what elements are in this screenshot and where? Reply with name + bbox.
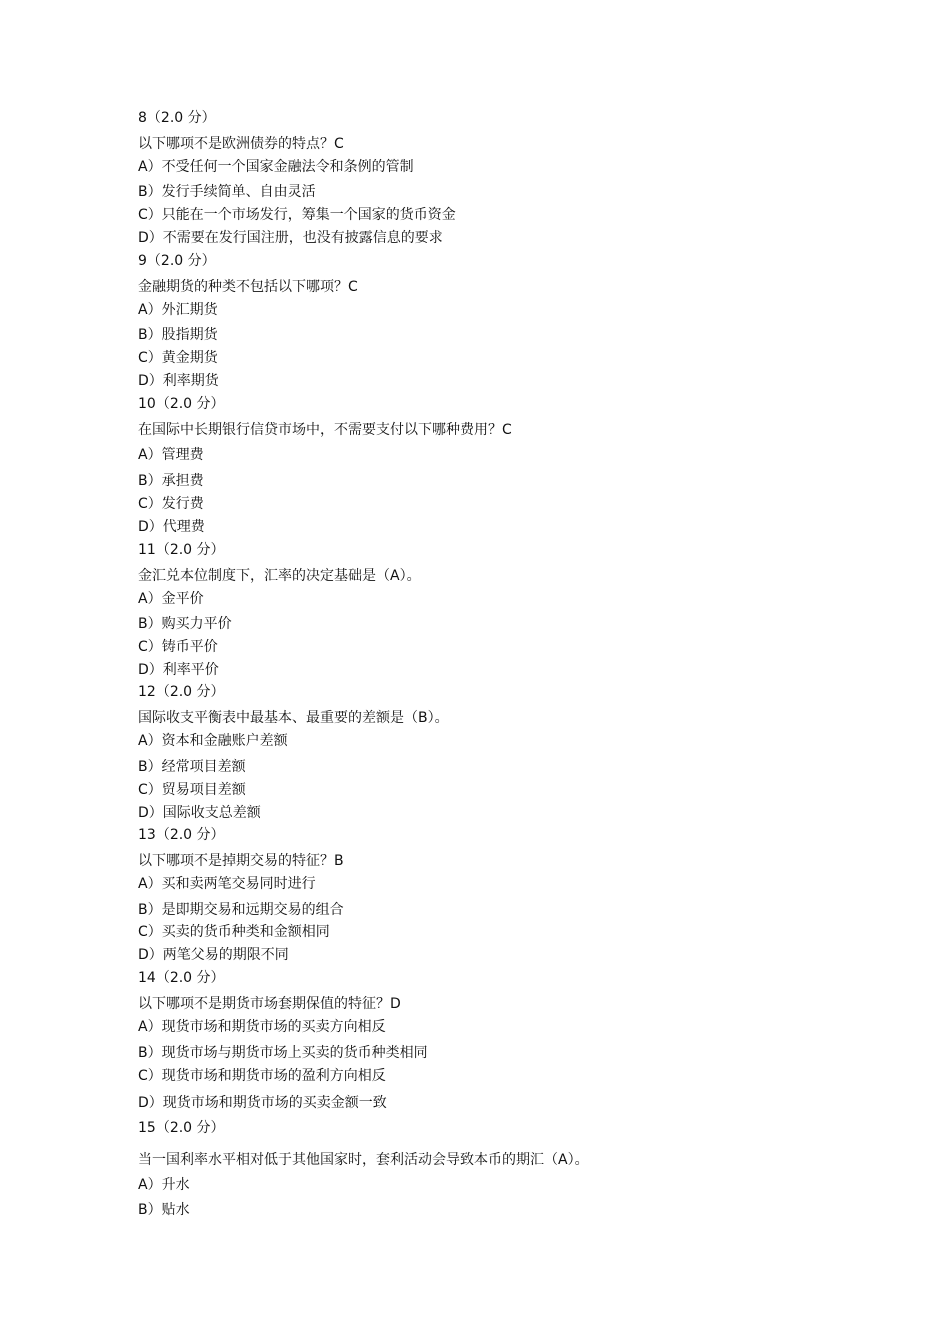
question-header: 13（2.0 分） — [138, 827, 225, 843]
question-header: 9（2.0 分） — [138, 253, 216, 269]
answer-option: C）贸易项目差额 — [138, 782, 246, 798]
question-text: 在国际中长期银行信贷市场中，不需要支付以下哪种费用？C — [138, 422, 512, 438]
answer-option: B）发行手续简单、自由灵活 — [138, 184, 316, 200]
question-header: 8（2.0 分） — [138, 110, 216, 126]
question-header: 14（2.0 分） — [138, 970, 225, 986]
answer-option: D）利率平价 — [138, 662, 219, 678]
answer-option: A）管理费 — [138, 447, 204, 463]
question-text: 金融期货的种类不包括以下哪项？C — [138, 279, 358, 295]
answer-option: C）买卖的货币种类和金额相同 — [138, 924, 330, 940]
question-header: 12（2.0 分） — [138, 684, 225, 700]
answer-option: B）承担费 — [138, 473, 204, 489]
answer-option: A）金平价 — [138, 591, 204, 607]
answer-option: B）是即期交易和远期交易的组合 — [138, 902, 344, 918]
answer-option: B）现货市场与期货市场上买卖的货币种类相同 — [138, 1045, 428, 1061]
answer-option: A）升水 — [138, 1177, 190, 1193]
question-text: 国际收支平衡表中最基本、最重要的差额是（B）。 — [138, 710, 449, 726]
answer-option: C）发行费 — [138, 496, 204, 512]
question-header: 15（2.0 分） — [138, 1120, 225, 1136]
question-header: 10（2.0 分） — [138, 396, 225, 412]
answer-option: B）经常项目差额 — [138, 759, 246, 775]
question-text: 以下哪项不是掉期交易的特征？B — [138, 853, 344, 869]
question-text: 当一国利率水平相对低于其他国家时，套利活动会导致本币的期汇（A）。 — [138, 1152, 589, 1168]
question-header: 11（2.0 分） — [138, 542, 225, 558]
answer-option: A）资本和金融账户差额 — [138, 733, 288, 749]
answer-option: C）只能在一个市场发行，筹集一个国家的货币资金 — [138, 207, 456, 223]
answer-option: A）外汇期货 — [138, 302, 218, 318]
question-text: 金汇兑本位制度下，汇率的决定基础是（A）。 — [138, 568, 421, 584]
answer-option: A）买和卖两笔交易同时进行 — [138, 876, 316, 892]
answer-option: B）股指期货 — [138, 327, 218, 343]
answer-option: D）代理费 — [138, 519, 205, 535]
answer-option: D）不需要在发行国注册，也没有披露信息的要求 — [138, 230, 443, 246]
answer-option: C）黄金期货 — [138, 350, 218, 366]
answer-option: D）利率期货 — [138, 373, 219, 389]
answer-option: D）现货市场和期货市场的买卖金额一致 — [138, 1095, 387, 1111]
question-text: 以下哪项不是欧洲债券的特点？C — [138, 136, 344, 152]
answer-option: B）购买力平价 — [138, 616, 232, 632]
answer-option: A）不受任何一个国家金融法令和条例的管制 — [138, 159, 414, 175]
answer-option: D）两笔父易的期限不同 — [138, 947, 289, 963]
answer-option: D）国际收支总差额 — [138, 805, 261, 821]
question-text: 以下哪项不是期货市场套期保值的特征？D — [138, 996, 401, 1012]
answer-option: C）现货市场和期货市场的盈利方向相反 — [138, 1068, 386, 1084]
answer-option: C）铸币平价 — [138, 639, 218, 655]
answer-option: A）现货市场和期货市场的买卖方向相反 — [138, 1019, 386, 1035]
answer-option: B）贴水 — [138, 1202, 190, 1218]
